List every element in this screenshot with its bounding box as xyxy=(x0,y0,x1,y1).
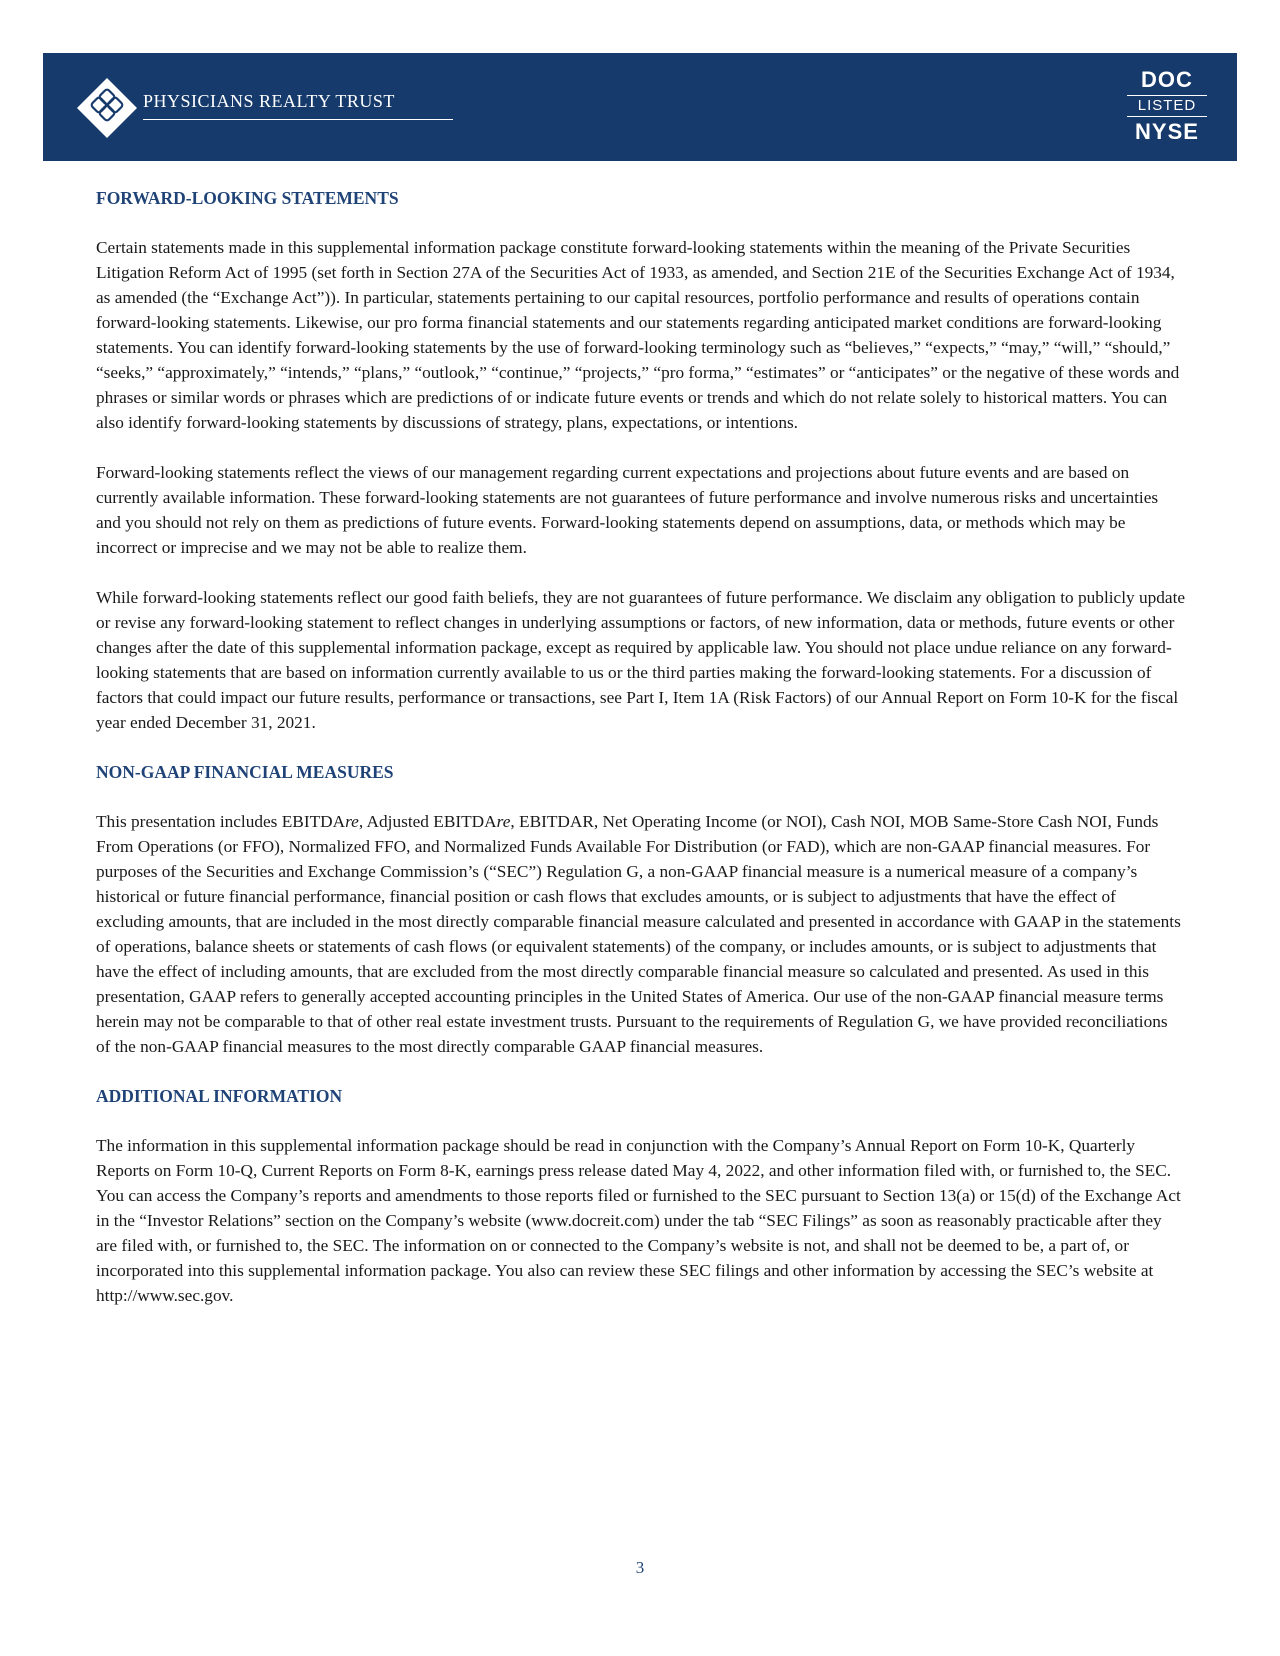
page-number: 3 xyxy=(635,1558,645,1577)
header-banner xyxy=(43,53,1237,161)
paragraph-forward-looking-1: Certain statements made in this supplemental information package constitute forward-looking statements within the meaning of the Private Securities Litigation Reform Act of 1995 (set forth in Section 27A of the Securities Act of 1933, as amended, and Section 21E of the Securities Exchange Act of 1934, as amended (the “Exchange Act”)). In particular, statements pertaining to our capital resources, portfolio performance and results of operations contain forward-looking statements. Likewise, our pro forma financial statements and our statements regarding anticipated market conditions are forward-looking statements. You can identify forward-looking statements by the use of forward-looking terminology such as “believes,” “expects,” “may,” “will,” “should,” “seeks,” “approximately,” “intends,” “plans,” “outlook,” “continue,” “projects,” “pro forma,” “estimates” or “anticipates” or the negative of these words and phrases or similar words or phrases which are predictions of or indicate future events or trends and which do not relate solely to historical matters. You can also identify forward-looking statements by discussions of strategy, plans, expectations, or intentions. xyxy=(96,238,1180,432)
paragraph-additional-info: The information in this supplemental information package should be read in conjunction with the Company’s Annual Report on Form 10-K, Quarterly Reports on Form 10-Q, Current Reports on Form 8-K, earnings press release dated May 4, 2022, and other information filed with, or furnished to, the SEC. You can access the Company’s reports and amendments to those reports filed or furnished to the SEC pursuant to Section 13(a) or 15(d) of the Exchange Act in the “Investor Relations” section on the Company’s website (www.docreit.com) under the tab “SEC Filings” as soon as reasonably practicable after they are filed with, or furnished to, the SEC. The information on or connected to the Company’s website is not, and shall not be deemed to be, a part of, or incorporated into this supplemental information package. You also can review these SEC filings and other information by accessing the SEC’s website at http://www.sec.gov. xyxy=(96,1136,1181,1305)
non-gaap-re-suffix-1: re xyxy=(345,812,359,831)
section-heading-forward-looking: FORWARD-LOOKING STATEMENTS xyxy=(96,188,399,208)
ticker-symbol: DOC xyxy=(1141,67,1193,92)
exchange-name: NYSE xyxy=(1135,119,1199,144)
logo-underline xyxy=(143,119,453,120)
non-gaap-text-c: , EBITDAR, Net Operating Income (or NOI), Cash NOI, MOB Same-Store Cash NOI, Funds From Operations (or FFO), Normalized FFO, and Normalized Funds Available For Distribution (or FAD), which are non-GAAP financial measures. For purposes of the Securities and Exchange Commission’s (“SEC”) Regulation G, a non-GAAP financial measure is a numerical measure of a company’s historical or future financial performance, financial position or cash flows that excludes amounts, or is subject to adjustments that have the effect of excluding amounts, that are included in the most directly comparable financial measure calculated and presented in accordance with GAAP in the statements of operations, balance sheets or statements of cash flows (or equivalent statements) of the company, or includes amounts, or is subject to adjustments that have the effect of including amounts, that are excluded from the most directly comparable financial measure so calculated and presented. As used in this presentation, GAAP refers to generally accepted accounting principles in the United States of America. Our use of the non-GAAP financial measure terms herein may not be comparable to that of other real estate investment trusts. Pursuant to the requirements of Regulation G, we have provided reconciliations of the non-GAAP financial measures to the most directly comparable GAAP financial measures. xyxy=(96,812,1181,1056)
non-gaap-text-b: , Adjusted EBITDA xyxy=(358,812,497,831)
section-heading-additional-info: ADDITIONAL INFORMATION xyxy=(96,1086,343,1106)
document-body xyxy=(96,186,1186,1308)
diamond-knot-logo-icon xyxy=(76,77,138,139)
non-gaap-text-a: This presentation includes EBITDA xyxy=(96,812,346,831)
section-heading-non-gaap: NON-GAAP FINANCIAL MEASURES xyxy=(96,762,394,782)
paragraph-non-gaap xyxy=(96,809,1186,1059)
non-gaap-re-suffix-2: re xyxy=(496,812,511,831)
paragraph-forward-looking-3: While forward-looking statements reflect our good faith beliefs, they are not guarantees of future performance. We disclaim any obligation to publicly update or revise any forward-looking statement to reflect changes in underlying assumptions or factors, of new information, data or methods, future events or other changes after the date of this supplemental information package, except as required by applicable law. You should not place undue reliance on any forward-looking statements that are based on information currently available to us or the third parties making the forward-looking statements. For a discussion of factors that could impact our future results, performance or transactions, see Part I, Item 1A (Risk Factors) of our Annual Report on Form 10-K for the fiscal year ended December 31, 2021. xyxy=(96,588,1186,732)
listed-label: LISTED xyxy=(1127,95,1207,117)
stock-listing-badge xyxy=(1127,67,1207,145)
company-name: PHYSICIANS REALTY TRUST xyxy=(143,91,395,111)
paragraph-forward-looking-2: Forward-looking statements reflect the views of our management regarding current expectations and projections about future events and are based on currently available information. These forward-looking statements are not guarantees of future performance and involve numerous risks and uncertainties and you should not rely on them as predictions of future events. Forward-looking statements depend on assumptions, data, or methods which may be incorrect or imprecise and we may not be able to realize them. xyxy=(96,463,1159,557)
